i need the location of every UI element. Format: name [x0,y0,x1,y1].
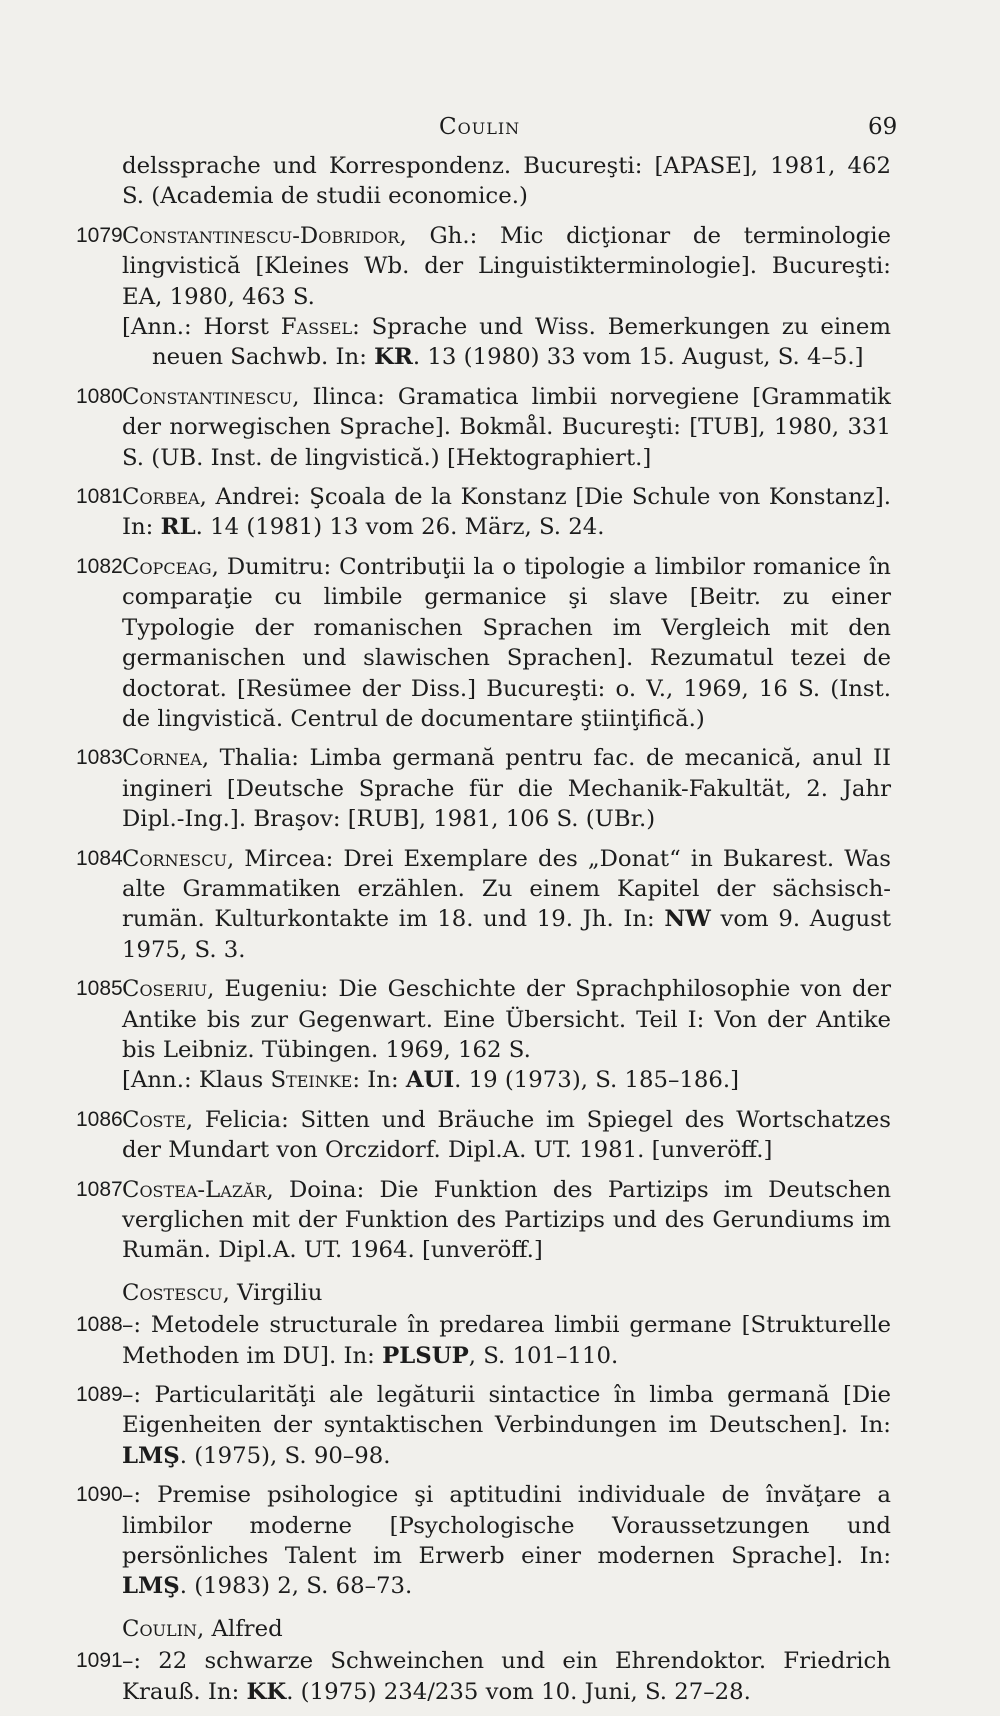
entry-number: 1081 [76,485,123,509]
journal-abbrev: LMŞ [122,1573,180,1600]
entry-author: Costea-Lazăr [122,1176,267,1203]
page-number: 69 [868,114,898,140]
entry-number: 1086 [76,1107,123,1131]
entry-author: Constantinescu [122,383,293,410]
entry-author: Cornea [122,745,202,772]
author-heading: Costescu, Virgiliu [122,1279,323,1306]
entry-number: 1089 [76,1383,123,1407]
journal-abbrev: LMŞ [122,1442,180,1469]
entry-1089: 1089 –: Particularităţi ale legăturii sintactice în limba germană [Die Eigenheiten der syntaktischen Verbindungen im Deutschen]. In: LMŞ. (1975), S. 90–98. [76,1382,891,1469]
entry-1082: 1082 Copceag, Dumitru: Contribuţii la o tipologie a limbilor romanice în comparaţie cu limbile germanice şi slave [Beitr. zu einer Typologie der romanischen Sprachen im Vergleich mit den germanischen und slawischen Sprachen]. Rezumatul tezei de doctorat. [Resümee der Diss.] Bucureşti: o. V., 1969, 16 S. (Inst. de lingvistică. Centrul de documentare ştiinţifică.) [76,553,891,732]
entry-number: 1087 [76,1177,123,1201]
bibliography-body [76,151,891,1716]
entry-1079: 1079 Constantinescu-Dobridor, Gh.: Mic dicţionar de terminologie lingvistică [Kleines Wb. der Linguistikterminologie]. Bucureşti: EA, 1980, 463 S. [Ann.: Horst Fassel: Sprache und Wiss. Bemerkungen zu einem neuen Sachwb. In: KR. 13 (1980) 33 vom 15. August, S. 4–5.] [76,221,891,373]
continued-entry: delssprache und Korrespondenz. Bucureşti: [APASE], 1981, 462 S. (Academia de studii economice.) [122,153,891,210]
entry-number: 1085 [76,977,123,1001]
entry-number: 1088 [76,1313,123,1337]
entry-1087: 1087 Costea-Lazăr, Doina: Die Funktion des Partizips im Deutschen verglichen mit der Funktion des Partizips und des Gerundiums im Rumän. Dipl.A. UT. 1964. [unveröff.] [76,1176,891,1264]
running-head: Coulin [439,114,521,140]
entry-author: Coseriu [122,976,208,1003]
entry-author: Corbea [122,484,200,511]
entry-number: 1090 [76,1483,123,1507]
entry-number: 1079 [76,223,123,247]
entry-1090: 1090 –: Premise psihologice şi aptitudini individuale de învăţare a limbilor moderne [Psychologische Voraussetzungen und persönliches Talent im Erwerb einer modernen Sprache]. In: LMŞ. (1983) 2, S. 68–73. [76,1482,891,1600]
entry-1091: 1091 –: 22 schwarze Schweinchen und ein Ehrendoktor. Friedrich Krauß. In: KK. (1975) 234/235 vom 10. Juni, S. 27–28. [76,1648,891,1705]
entry-number: 1082 [76,554,123,578]
entry-author: Coste [122,1106,186,1133]
entry-author: Cornescu [122,845,227,872]
entry-1080: 1080 Constantinescu, Ilinca: Gramatica limbii norvegiene [Grammatik der norwegischen Sprache]. Bokmål. Bucureşti: [TUB], 1980, 331 S. (UB. Inst. de lingvistică.) [Hektographiert.] [76,383,891,471]
entry-1084: 1084 Cornescu, Mircea: Drei Exemplare des „Donat“ in Bukarest. Was alte Grammatiken erzählen. Zu einem Kapitel der sächsisch-rumän. Kulturkontakte im 18. und 19. Jh. In: NW vom 9. August 1975, S. 3. [76,845,891,963]
entry-number: 1091 [76,1649,123,1673]
entry-1088: 1088 –: Metodele structurale în predarea limbii germane [Strukturelle Methoden im DU]. In: PLSUP, S. 101–110. [76,1312,891,1369]
author-heading: Coulin, Alfred [122,1615,283,1642]
entry-number: 1084 [76,846,123,870]
journal-abbrev: KK [246,1678,287,1705]
journal-abbrev: NW [664,906,711,933]
entry-1083: 1083 Cornea, Thalia: Limba germană pentru fac. de mecanică, anul II ingineri [Deutsche Sprache für die Mechanik-Fakultät, 2. Jahr Dipl.-Ing.]. Braşov: [RUB], 1981, 106 S. (UBr.) [76,745,891,833]
entry-1081: 1081 Corbea, Andrei: Şcoala de la Konstanz [Die Schule von Konstanz]. In: RL. 14 (1981) 13 vom 26. März, S. 24. [76,484,891,541]
entry-author: Copceag [122,553,212,580]
journal-abbrev: RL [160,514,196,541]
annotation: [Ann.: Horst Fassel: Sprache und Wiss. Bemerkungen zu einem neuen Sachwb. In: KR. 13 (1980) 33 vom 15. August, S. 4–5.] [122,314,891,371]
entry-1085: 1085 Coseriu, Eugeniu: Die Geschichte der Sprachphilosophie von der Antike bis zur Gegenwart. Eine Übersicht. Teil I: Von der Antike bis Leibniz. Tübingen. 1969, 162 S. [Ann.: Klaus Steinke: In: AUI. 19 (1973), S. 185–186.] [76,974,891,1096]
journal-abbrev: PLSUP [382,1342,469,1369]
page-header [0,106,1000,146]
entry-number: 1080 [76,384,123,408]
entry-1086: 1086 Coste, Felicia: Sitten und Bräuche im Spiegel des Wortschatzes der Mundart von Orczidorf. Dipl.A. UT. 1981. [unveröff.] [76,1106,891,1164]
entry-author: Constantinescu-Dobridor [122,222,400,249]
entry-number: 1083 [76,746,123,770]
annotation: [Ann.: Klaus Steinke: In: AUI. 19 (1973), S. 185–186.] [122,1067,740,1094]
